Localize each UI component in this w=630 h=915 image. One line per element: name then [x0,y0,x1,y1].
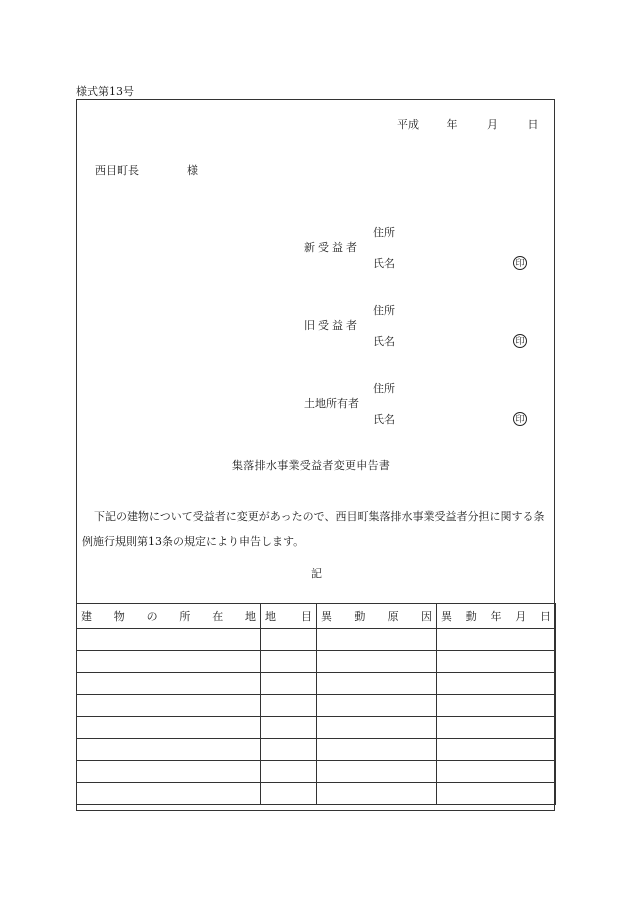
table-cell[interactable] [77,629,261,651]
table-body [77,629,556,805]
records-table [76,603,556,805]
date-line [397,119,539,130]
addressee-honorific: 様 [187,164,198,177]
header-change-reason: 異 動 原 因 [317,604,437,629]
table-cell[interactable] [261,761,317,783]
table-cell[interactable] [261,783,317,805]
table-cell[interactable] [317,629,437,651]
table-cell[interactable] [437,761,556,783]
table-cell[interactable] [77,783,261,805]
table-cell[interactable] [317,783,437,805]
table-cell[interactable] [261,717,317,739]
new-beneficiary-seal-icon: 印 [513,256,527,270]
new-beneficiary-label: 新受益者 [304,241,360,254]
table-cell[interactable] [437,651,556,673]
table-cell[interactable] [77,695,261,717]
header-land-category: 地 目 [261,604,317,629]
land-owner-address-label: 住所 [373,382,395,395]
table-cell[interactable] [317,739,437,761]
old-beneficiary-label: 旧受益者 [304,319,360,332]
addressee-name: 西目町長 [95,164,139,177]
table-row [77,739,556,761]
table-cell[interactable] [317,761,437,783]
table-cell[interactable] [77,717,261,739]
old-beneficiary-seal-icon: 印 [513,334,527,348]
old-beneficiary-name-label: 氏名 [373,335,395,348]
land-owner-name-label: 氏名 [373,413,395,426]
table-cell[interactable] [437,717,556,739]
table-header-row [77,604,556,629]
table-cell[interactable] [437,673,556,695]
ki-label: 記 [311,567,322,580]
table-cell[interactable] [261,695,317,717]
table-cell[interactable] [437,739,556,761]
table-cell[interactable] [437,629,556,651]
old-beneficiary-address-label: 住所 [373,304,395,317]
table-row [77,783,556,805]
table-cell[interactable] [77,651,261,673]
header-building-location: 建 物 の 所 在 地 [77,604,261,629]
table-cell[interactable] [77,761,261,783]
body-text: 下記の建物について受益者に変更があったので、西目町集落排水事業受益者分担に関する条例施行規則第13条の規定により申告します。 [82,510,545,548]
date-day: 日 [527,118,539,131]
table-cell[interactable] [317,717,437,739]
form-number: 様式第13号 [76,85,134,98]
addressee [95,165,198,176]
table-cell[interactable] [77,673,261,695]
table-cell[interactable] [317,673,437,695]
land-owner-seal-icon: 印 [513,412,527,426]
table-cell[interactable] [261,629,317,651]
document-title: 集落排水事業受益者変更申告書 [232,459,391,472]
table-cell[interactable] [261,673,317,695]
table-row [77,651,556,673]
table-cell[interactable] [261,651,317,673]
table-cell[interactable] [77,739,261,761]
table-row [77,717,556,739]
table-cell[interactable] [261,739,317,761]
new-beneficiary-address-label: 住所 [373,226,395,239]
table-row [77,695,556,717]
header-change-date: 異 動 年 月 日 [437,604,556,629]
date-year: 年 [446,118,458,131]
table-row [77,761,556,783]
table-cell[interactable] [317,651,437,673]
table-row [77,629,556,651]
table-row [77,673,556,695]
date-month: 月 [487,118,498,131]
new-beneficiary-name-label: 氏名 [373,257,395,270]
date-era: 平成 [397,118,419,131]
land-owner-label: 土地所有者 [304,397,359,410]
table-cell[interactable] [437,695,556,717]
table-cell[interactable] [317,695,437,717]
table-cell[interactable] [437,783,556,805]
